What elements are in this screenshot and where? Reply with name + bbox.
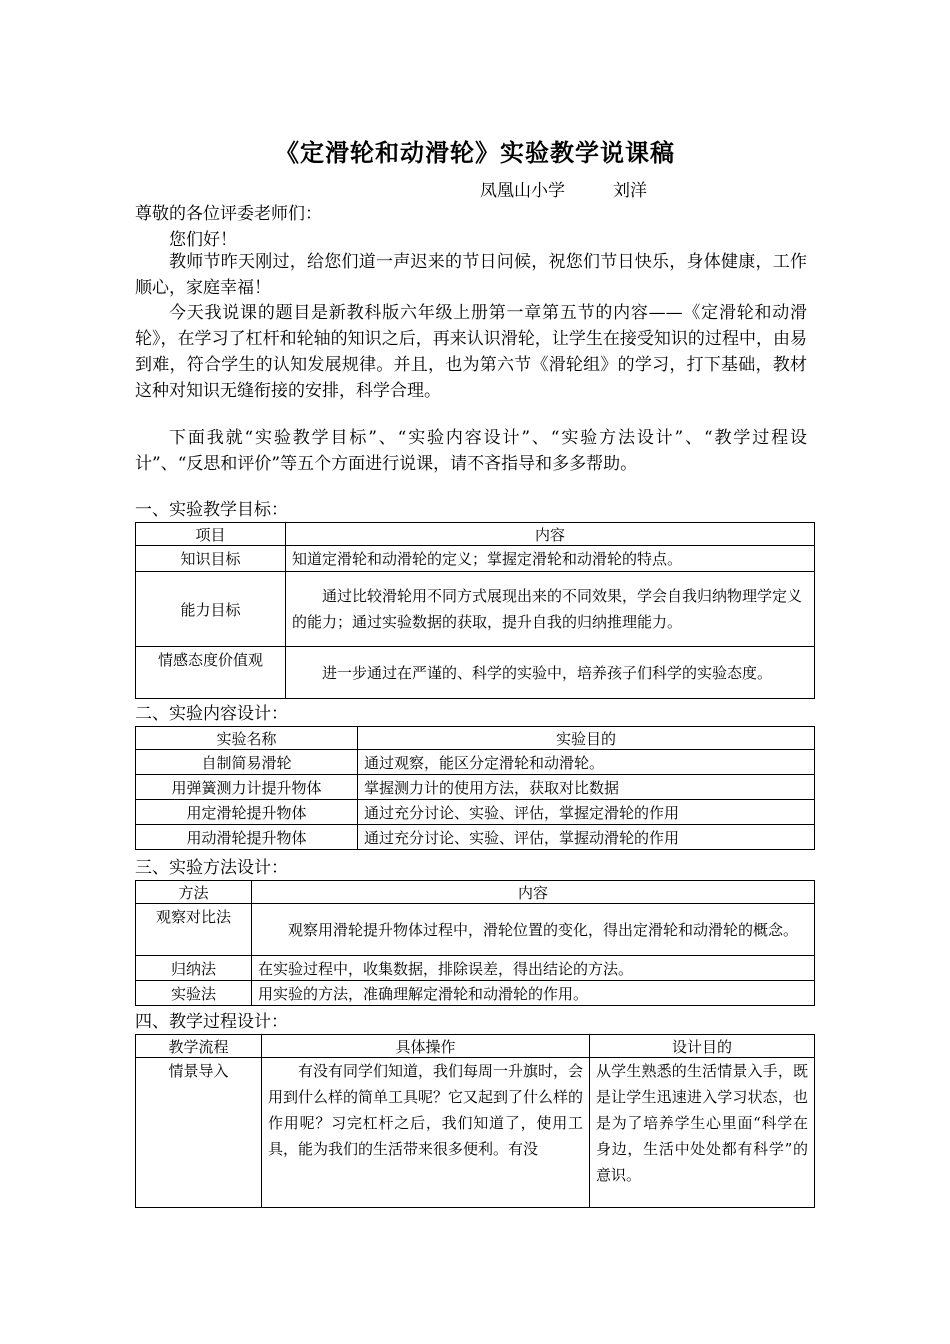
section-heading: 三、实验方法设计：: [135, 858, 288, 878]
objectives-table: [135, 522, 815, 699]
experiments-table: [135, 726, 815, 850]
section-heading: 一、实验教学目标：: [135, 500, 288, 520]
table-header: 内容: [286, 523, 815, 546]
table-cell: 进一步通过在严谨的、科学的实验中，培养孩子们科学的实验态度。: [286, 647, 815, 699]
table-cell: 用弹簧测力计提升物体: [136, 775, 358, 800]
table-cell: 知识目标: [136, 546, 286, 572]
table-header-row: [136, 881, 815, 904]
table-cell: 知道定滑轮和动滑轮的定义；掌握定滑轮和动滑轮的特点。: [286, 546, 815, 572]
table-row: [136, 956, 815, 981]
table-header-row: [136, 1035, 815, 1058]
salutation: 尊敬的各位评委老师们：: [135, 204, 322, 224]
table-cell: 用定滑轮提升物体: [136, 800, 358, 825]
table-row: [136, 1058, 815, 1208]
table-cell: 观察用滑轮提升物体过程中，滑轮位置的变化，得出定滑轮和动滑轮的概念。: [252, 904, 815, 956]
table-row: [136, 572, 815, 647]
table-cell: 情感态度价值观: [136, 647, 286, 699]
table-header: 教学流程: [136, 1035, 262, 1058]
table-row: [136, 800, 815, 825]
table-cell: 通过充分讨论、实验、评估，掌握动滑轮的作用: [358, 825, 815, 850]
table-header: 实验目的: [358, 727, 815, 750]
table-header: 具体操作: [262, 1035, 590, 1058]
table-cell: 用动滑轮提升物体: [136, 825, 358, 850]
table-header: 设计目的: [590, 1035, 815, 1058]
table-cell: 掌握测力计的使用方法，获取对比数据: [358, 775, 815, 800]
author-line: [480, 176, 647, 201]
table-cell: 归纳法: [136, 956, 252, 981]
paragraph: 下面我就“实验教学目标”、“实验内容设计”、“实验方法设计”、“教学过程设计”、“反思和评价”等五个方面进行说课，请不吝指导和多多帮助。: [135, 428, 807, 474]
paragraph: 今天我说课的题目是新教科版六年级上册第一章第五节的内容——《定滑轮和动滑轮》，在学习了杠杆和轮轴的知识之后，再来认识滑轮，让学生在接受知识的过程中，由易到难，符合学生的认知发展规律。并且，也为第六节《滑轮组》的学习，打下基础，教材这种对知识无缝衔接的安排，科学合理。: [135, 303, 807, 401]
author-name: 刘洋: [613, 181, 647, 201]
table-cell: 通过充分讨论、实验、评估，掌握定滑轮的作用: [358, 800, 815, 825]
table-row: [136, 647, 815, 699]
table-header-row: [136, 523, 815, 546]
table-header: 实验名称: [136, 727, 358, 750]
table-cell: 观察对比法: [136, 904, 252, 956]
table-header: 方法: [136, 881, 252, 904]
methods-table: [135, 880, 815, 1006]
table-row: [136, 750, 815, 775]
table-header: 内容: [252, 881, 815, 904]
table-row: [136, 904, 815, 956]
table-cell: 情景导入: [136, 1058, 262, 1208]
paragraph: 您们好！: [169, 230, 237, 250]
author-school: 凤凰山小学: [480, 181, 565, 201]
table-row: [136, 825, 815, 850]
table-cell: 在实验过程中，收集数据，排除误差，得出结论的方法。: [252, 956, 815, 981]
table-row: [136, 546, 815, 572]
section-heading: 四、教学过程设计：: [135, 1012, 288, 1032]
table-cell: 从学生熟悉的生活情景入手，既是让学生迅速进入学习状态，也是为了培养学生心里面“科学在身边，生活中处处都有科学”的意识。: [590, 1058, 815, 1208]
process-table: [135, 1034, 815, 1208]
table-cell: 有没有同学们知道，我们每周一升旗时，会用到什么样的简单工具呢？它又起到了什么样的作用呢？习完杠杆之后，我们知道了，使用工具，能为我们的生活带来很多便利。有没: [262, 1058, 590, 1208]
table-cell: 自制简易滑轮: [136, 750, 358, 775]
table-header-row: [136, 727, 815, 750]
table-cell: 通过观察，能区分定滑轮和动滑轮。: [358, 750, 815, 775]
table-cell: 实验法: [136, 981, 252, 1006]
table-header: 项目: [136, 523, 286, 546]
table-row: [136, 775, 815, 800]
paragraph: 教师节昨天刚过，给您们道一声迟来的节日问候，祝您们节日快乐，身体健康，工作顺心，家庭幸福！: [135, 252, 807, 298]
section-heading: 二、实验内容设计：: [135, 704, 288, 724]
table-cell: 能力目标: [136, 572, 286, 647]
table-cell: 用实验的方法，准确理解定滑轮和动滑轮的作用。: [252, 981, 815, 1006]
table-row: [136, 981, 815, 1006]
page-title: 《定滑轮和动滑轮》实验教学说课稿: [275, 138, 675, 167]
table-cell: 通过比较滑轮用不同方式展现出来的不同效果，学会自我归纳物理学定义的能力；通过实验数据的获取，提升自我的归纳推理能力。: [286, 572, 815, 647]
